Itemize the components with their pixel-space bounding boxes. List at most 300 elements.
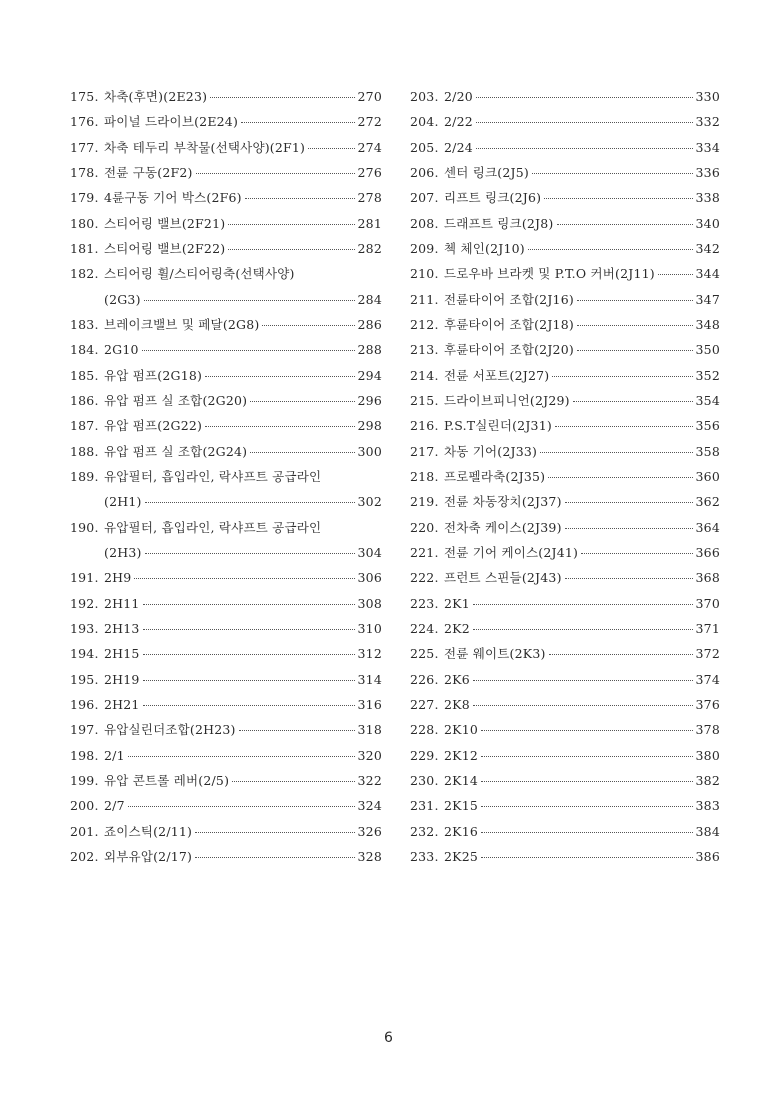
toc-entry-number: 205.: [410, 139, 439, 155]
toc-entry-title: 2H9: [104, 570, 132, 586]
dot-leader: [145, 553, 355, 554]
toc-entry: [410, 641, 720, 666]
toc-entry-number: 213.: [410, 342, 439, 358]
toc-entry: [410, 515, 720, 540]
dot-leader: [548, 477, 692, 478]
toc-entry-number: 197.: [70, 722, 99, 738]
toc-entry: [410, 135, 720, 160]
toc-entry-number: 202.: [70, 848, 99, 864]
dot-leader: [481, 781, 693, 782]
toc-entry-number: 177.: [70, 139, 99, 155]
toc-entry: [410, 413, 720, 438]
dot-leader: [250, 452, 354, 453]
dot-leader: [239, 730, 355, 731]
toc-entry-number: 186.: [70, 392, 99, 408]
toc-entry-number: 221.: [410, 544, 439, 560]
dot-leader: [552, 376, 692, 377]
toc-entry-page: 312: [357, 646, 382, 662]
toc-entry-title: 리프트 링크(2J6): [444, 190, 542, 206]
toc-entry: [70, 717, 382, 742]
toc-entry-page: 378: [695, 722, 720, 738]
toc-entry-title: 전륜타이어 조합(2J16): [444, 291, 574, 307]
toc-entry: [410, 667, 720, 692]
toc-entry: [70, 439, 382, 464]
toc-entry-page: 316: [357, 696, 382, 712]
toc-entry-title: 스티어링 밸브(2F21): [104, 215, 226, 231]
toc-entry-page: 320: [357, 747, 382, 763]
toc-entry: [410, 337, 720, 362]
toc-entry-number: 199.: [70, 772, 99, 788]
toc-entry-page: 364: [695, 519, 720, 535]
toc-entry-page: 340: [695, 215, 720, 231]
toc-entry: [70, 135, 382, 160]
dot-leader: [241, 122, 354, 123]
toc-entry: [70, 337, 382, 362]
page-number: 6: [384, 1030, 393, 1046]
toc-entry-page: 314: [357, 671, 382, 687]
toc-entry-title: 전륜 웨이트(2K3): [444, 646, 546, 662]
toc-entry-title: 전륜 구동(2F2): [104, 164, 193, 180]
toc-entry-number: 196.: [70, 696, 99, 712]
toc-entry-page: 371: [695, 620, 720, 636]
toc-entry-page: 372: [695, 646, 720, 662]
toc-entry-title: 2H13: [104, 620, 140, 636]
toc-entry-page: 326: [357, 823, 382, 839]
dot-leader: [565, 578, 693, 579]
toc-entry-title: 2H11: [104, 595, 140, 611]
toc-entry: [410, 616, 720, 641]
toc-entry: [410, 819, 720, 844]
toc-entry-title: 전륜 서포트(2J27): [444, 367, 550, 383]
toc-entry: [70, 489, 382, 514]
toc-entry-number: 229.: [410, 747, 439, 763]
toc-entry: [410, 211, 720, 236]
dot-leader: [581, 553, 692, 554]
toc-entry: [410, 109, 720, 134]
toc-entry-number: 230.: [410, 772, 439, 788]
toc-entry-page: 281: [357, 215, 382, 231]
toc-entry: [410, 743, 720, 768]
dot-leader: [143, 604, 355, 605]
toc-entry: [70, 261, 382, 286]
toc-entry: [410, 160, 720, 185]
toc-entry-page: 318: [357, 722, 382, 738]
toc-entry-number: 193.: [70, 620, 99, 636]
toc-entry-title: 2/22: [444, 114, 473, 130]
toc-entry: [70, 109, 382, 134]
toc-entry-number: 195.: [70, 671, 99, 687]
toc-entry-title: 2K12: [444, 747, 478, 763]
toc-entry-title: 프로펠라축(2J35): [444, 468, 546, 484]
toc-entry: [70, 819, 382, 844]
toc-entry-number: 180.: [70, 215, 99, 231]
dot-leader: [473, 629, 693, 630]
toc-entry-page: 288: [357, 342, 382, 358]
toc-entry-title: 유압실린더조합(2H23): [104, 722, 236, 738]
toc-left-column: [70, 84, 382, 869]
dot-leader: [128, 806, 355, 807]
dot-leader: [143, 654, 355, 655]
toc-entry-title: 2/1: [104, 747, 125, 763]
toc-entry-title: 드로우바 브라켓 및 P.T.O 커버(2J11): [444, 266, 655, 282]
toc-entry-title: 후륜타이어 조합(2J18): [444, 316, 574, 332]
toc-entry-title: 2/7: [104, 798, 125, 814]
toc-entry: [410, 312, 720, 337]
toc-entry-page: 347: [695, 291, 720, 307]
toc-entry-number: 215.: [410, 392, 439, 408]
toc-entry-page: 296: [357, 392, 382, 408]
toc-entry-number: 198.: [70, 747, 99, 763]
toc-entry: [70, 464, 382, 489]
toc-entry-number: 216.: [410, 418, 439, 434]
toc-entry-title: 유압 펌프(2G18): [104, 367, 203, 383]
toc-entry-title: 드라이브피니언(2J29): [444, 392, 570, 408]
toc-entry: [410, 692, 720, 717]
toc-entry: [410, 540, 720, 565]
dot-leader: [573, 401, 693, 402]
toc-entry-number: 182.: [70, 266, 99, 282]
toc-entry-page: 338: [695, 190, 720, 206]
dot-leader: [577, 300, 693, 301]
toc-entry: [410, 185, 720, 210]
toc-entry-number: 194.: [70, 646, 99, 662]
toc-entry-title: 유압 펌프 실 조합(2G24): [104, 443, 248, 459]
toc-entry-title: 전차축 케이스(2J39): [444, 519, 562, 535]
toc-entry-title: 드래프트 링크(2J8): [444, 215, 554, 231]
toc-entry-page: 376: [695, 696, 720, 712]
dot-leader: [549, 654, 693, 655]
toc-entry-number: 178.: [70, 164, 99, 180]
toc-entry-page: 324: [357, 798, 382, 814]
dot-leader: [205, 426, 354, 427]
toc-entry-title: 첵 체인(2J10): [444, 240, 525, 256]
toc-entry-number: 220.: [410, 519, 439, 535]
toc-entry-number: 222.: [410, 570, 439, 586]
toc-entry-title: 파이널 드라이브(2E24): [104, 114, 239, 130]
toc-entry: [410, 464, 720, 489]
toc-entry: [70, 388, 382, 413]
dot-leader: [195, 857, 354, 858]
toc-entry-page: 352: [695, 367, 720, 383]
toc-entry-page: 350: [695, 342, 720, 358]
toc-entry: [410, 261, 720, 286]
toc-entry: [410, 793, 720, 818]
toc-entry-title: 죠이스틱(2/11): [104, 823, 193, 839]
toc-entry-title: 2H19: [104, 671, 140, 687]
toc-entry-page: 332: [695, 114, 720, 130]
toc-entry-number: 189.: [70, 468, 99, 484]
toc-entry-title: 2K14: [444, 772, 478, 788]
toc-entry-page: 380: [695, 747, 720, 763]
toc-entry: [70, 312, 382, 337]
toc-entry-page: 386: [695, 848, 720, 864]
toc-entry: [70, 236, 382, 261]
toc-entry-number: 233.: [410, 848, 439, 864]
toc-entry: [70, 768, 382, 793]
toc-entry-number: 224.: [410, 620, 439, 636]
toc-entry-title: 스티어링 밸브(2F22): [104, 240, 226, 256]
toc-entry-title: 외부유압(2/17): [104, 848, 193, 864]
dot-leader: [196, 173, 355, 174]
toc-entry-number: 176.: [70, 114, 99, 130]
toc-entry-title: 차축(후면)(2E23): [104, 89, 208, 104]
toc-entry: [410, 844, 720, 869]
toc-entry-title: 차축 테두리 부착물(선택사양)(2F1): [104, 139, 306, 155]
toc-entry-title: P.S.T실린더(2J31): [444, 418, 552, 434]
toc-entry: [410, 489, 720, 514]
toc-entry: [410, 84, 720, 109]
dot-leader: [481, 857, 693, 858]
toc-entry-number: 175.: [70, 89, 99, 104]
toc-entry-page: 274: [357, 139, 382, 155]
toc-entry-page: 322: [357, 772, 382, 788]
toc-entry-number: 217.: [410, 443, 439, 459]
toc-entry-number: 210.: [410, 266, 439, 282]
dot-leader: [143, 629, 355, 630]
toc-entry-page: 310: [357, 620, 382, 636]
toc-entry-page: 298: [357, 418, 382, 434]
toc-entry: [70, 287, 382, 312]
toc-entry-number: 201.: [70, 823, 99, 839]
toc-entry-title: 프런트 스핀들(2J43): [444, 570, 562, 586]
toc-entry-title: 전륜 기어 케이스(2J41): [444, 544, 579, 560]
toc-entry-title: 2K2: [444, 620, 470, 636]
toc-entry-number: 179.: [70, 190, 99, 206]
toc-entry-number: 223.: [410, 595, 439, 611]
dot-leader: [245, 198, 355, 199]
toc-entry-title: (2H1): [104, 494, 142, 510]
toc-entry-page: 284: [357, 291, 382, 307]
toc-entry-title: (2H3): [104, 544, 142, 560]
toc-entry-number: 212.: [410, 316, 439, 332]
toc-entry: [410, 565, 720, 590]
toc-entry: [70, 363, 382, 388]
toc-entry-title: 2K1: [444, 595, 470, 611]
dot-leader: [528, 249, 693, 250]
dot-leader: [205, 376, 354, 377]
toc-entry-title: 2K10: [444, 722, 478, 738]
toc-entry-page: 368: [695, 570, 720, 586]
toc-entry-title: 2K25: [444, 848, 478, 864]
toc-entry-number: 218.: [410, 468, 439, 484]
dot-leader: [195, 832, 354, 833]
dot-leader: [128, 756, 355, 757]
toc-entry: [70, 160, 382, 185]
toc-entry: [410, 768, 720, 793]
toc-entry-title: 전륜 차동장치(2J37): [444, 494, 562, 510]
dot-leader: [473, 680, 693, 681]
toc-entry: [70, 84, 382, 109]
dot-leader: [577, 350, 693, 351]
toc-entry-number: 225.: [410, 646, 439, 662]
toc-entry-title: 브레이크밸브 및 페달(2G8): [104, 316, 260, 332]
toc-entry-page: 374: [695, 671, 720, 687]
dot-leader: [481, 806, 693, 807]
dot-leader: [144, 300, 355, 301]
dot-leader: [473, 705, 693, 706]
toc-entry: [70, 565, 382, 590]
toc-entry-page: 344: [695, 266, 720, 282]
toc-entry-number: 188.: [70, 443, 99, 459]
toc-entry-page: 272: [357, 114, 382, 130]
toc-entry-number: 219.: [410, 494, 439, 510]
dot-leader: [565, 528, 693, 529]
toc-entry-number: 192.: [70, 595, 99, 611]
toc-entry-number: 200.: [70, 798, 99, 814]
dot-leader: [476, 148, 693, 149]
dot-leader: [228, 249, 354, 250]
toc-entry-page: 384: [695, 823, 720, 839]
toc-entry-page: 302: [357, 494, 382, 510]
toc-entry-page: 348: [695, 316, 720, 332]
toc-entry-page: 278: [357, 190, 382, 206]
dot-leader: [262, 325, 354, 326]
dot-leader: [134, 578, 354, 579]
toc-entry-number: 232.: [410, 823, 439, 839]
dot-leader: [232, 781, 354, 782]
toc-entry-page: 328: [357, 848, 382, 864]
toc-entry: [410, 717, 720, 742]
toc-entry-title: 2G10: [104, 342, 139, 358]
toc-entry-title: 2K16: [444, 823, 478, 839]
toc-entry-page: 366: [695, 544, 720, 560]
toc-entry-page: 336: [695, 164, 720, 180]
toc-entry-title: 유압 콘트롤 레버(2/5): [104, 772, 230, 788]
dot-leader: [481, 730, 693, 731]
toc-entry-number: 227.: [410, 696, 439, 712]
toc-entry: [410, 591, 720, 616]
toc-entry-page: 356: [695, 418, 720, 434]
dot-leader: [544, 198, 692, 199]
toc-entry-number: 207.: [410, 190, 439, 206]
toc-entry-title: 유압 펌프 실 조합(2G20): [104, 392, 248, 408]
toc-entry: [70, 793, 382, 818]
toc-entry: [70, 591, 382, 616]
toc-entry: [70, 641, 382, 666]
dot-leader: [308, 148, 354, 149]
dot-leader: [145, 502, 355, 503]
dot-leader: [555, 426, 693, 427]
toc-entry-title: 2H21: [104, 696, 140, 712]
toc-entry-number: 185.: [70, 367, 99, 383]
toc-entry-page: 370: [695, 595, 720, 611]
dot-leader: [532, 173, 693, 174]
dot-leader: [565, 502, 693, 503]
toc-entry-title: 2H15: [104, 646, 140, 662]
dot-leader: [557, 224, 693, 225]
dot-leader: [228, 224, 354, 225]
toc-entry: [70, 692, 382, 717]
toc-entry-page: 382: [695, 772, 720, 788]
toc-entry-number: 191.: [70, 570, 99, 586]
dot-leader: [540, 452, 692, 453]
toc-entry-number: 204.: [410, 114, 439, 130]
toc-entry-page: 383: [695, 798, 720, 814]
toc-entry-number: 203.: [410, 89, 439, 104]
toc-entry-title: (2G3): [104, 291, 141, 307]
toc-entry: [410, 287, 720, 312]
toc-entry-number: 208.: [410, 215, 439, 231]
dot-leader: [473, 604, 693, 605]
toc-entry: [70, 743, 382, 768]
toc-entry-number: 187.: [70, 418, 99, 434]
toc-entry-page: 282: [357, 240, 382, 256]
toc-entry-page: 362: [695, 494, 720, 510]
toc-entry-number: 184.: [70, 342, 99, 358]
toc-entry-number: 183.: [70, 316, 99, 332]
toc-entry-title: 2K8: [444, 696, 470, 712]
toc-entry-page: 300: [357, 443, 382, 459]
toc-entry-title: 2/24: [444, 139, 473, 155]
toc-entry-page: 270: [357, 89, 382, 104]
dot-leader: [143, 705, 355, 706]
toc-entry-number: 214.: [410, 367, 439, 383]
toc-entry-page: 358: [695, 443, 720, 459]
dot-leader: [481, 832, 693, 833]
dot-leader: [210, 97, 354, 98]
toc-entry-title: 2K15: [444, 798, 478, 814]
dot-leader: [142, 350, 355, 351]
toc-entry-page: 342: [695, 240, 720, 256]
toc-entry-title: 스티어링 휠/스티어링축(선택사양): [104, 266, 295, 282]
toc-entry-title: 유압필터, 흡입라인, 락샤프트 공급라인: [104, 468, 322, 484]
toc-entry-page: 330: [695, 89, 720, 104]
dot-leader: [577, 325, 693, 326]
toc-entry-number: 211.: [410, 291, 439, 307]
toc-entry-number: 181.: [70, 240, 99, 256]
toc-entry-number: 209.: [410, 240, 439, 256]
toc-entry-number: 228.: [410, 722, 439, 738]
toc-entry-page: 286: [357, 316, 382, 332]
toc-entry-title: 유압필터, 흡입라인, 락샤프트 공급라인: [104, 519, 322, 535]
toc-entry-title: 2/20: [444, 89, 473, 104]
toc-entry-page: 354: [695, 392, 720, 408]
toc-entry: [70, 211, 382, 236]
toc-entry: [410, 388, 720, 413]
toc-entry-title: 유압 펌프(2G22): [104, 418, 203, 434]
toc-entry: [70, 185, 382, 210]
dot-leader: [481, 756, 693, 757]
toc-entry-title: 2K6: [444, 671, 470, 687]
dot-leader: [476, 122, 693, 123]
toc-entry: [410, 439, 720, 464]
toc-entry: [70, 667, 382, 692]
toc-entry-page: 276: [357, 164, 382, 180]
toc-entry-title: 센터 링크(2J5): [444, 164, 529, 180]
toc-entry-number: 231.: [410, 798, 439, 814]
toc-entry-page: 294: [357, 367, 382, 383]
toc-right-column: [410, 84, 720, 869]
dot-leader: [143, 680, 355, 681]
toc-entry-number: 226.: [410, 671, 439, 687]
toc-entry: [410, 363, 720, 388]
toc-entry-page: 304: [357, 544, 382, 560]
toc-entry-number: 206.: [410, 164, 439, 180]
toc-entry-title: 차동 기어(2J33): [444, 443, 538, 459]
toc-entry: [70, 844, 382, 869]
toc-entry-page: 308: [357, 595, 382, 611]
toc-entry: [410, 236, 720, 261]
dot-leader: [250, 401, 354, 402]
toc-entry: [70, 515, 382, 540]
toc-entry-title: 4륜구동 기어 박스(2F6): [104, 190, 242, 206]
toc-entry-page: 306: [357, 570, 382, 586]
toc-entry-page: 334: [695, 139, 720, 155]
toc-entry: [70, 413, 382, 438]
toc-entry-title: 후륜타이어 조합(2J20): [444, 342, 574, 358]
toc-entry: [70, 540, 382, 565]
dot-leader: [658, 274, 693, 275]
